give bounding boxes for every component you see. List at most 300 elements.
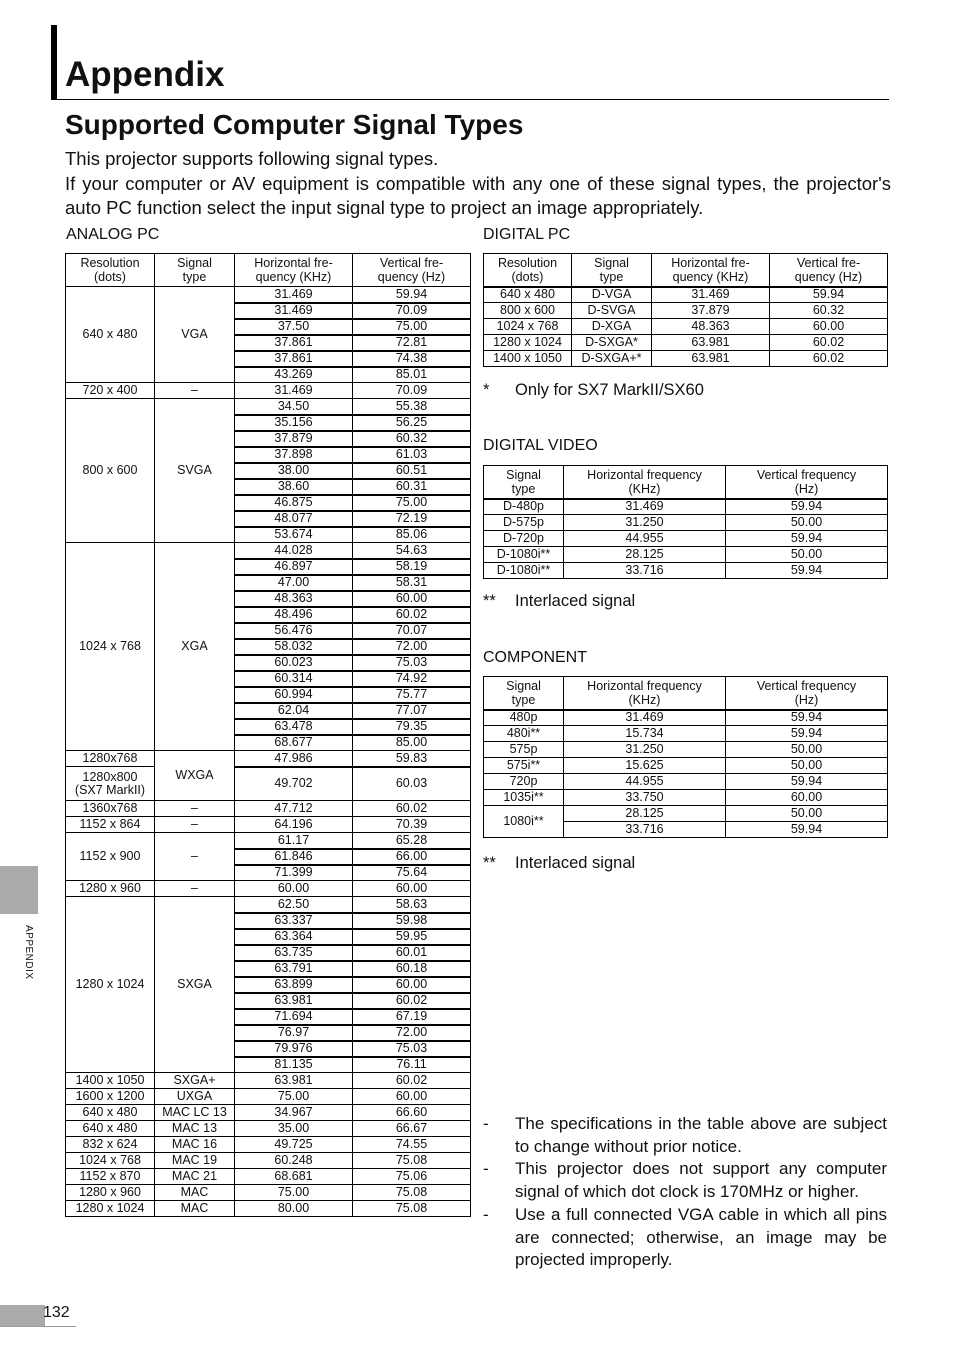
column-header-vertical-frequency: Vertical fre- quency (Hz)	[353, 254, 471, 287]
vertical-frequency-cell: 72.00	[353, 639, 471, 655]
vertical-frequency-cell: 60.02	[353, 801, 471, 817]
table-row	[484, 351, 888, 367]
vertical-frequency-cell: 50.00	[726, 758, 888, 774]
vertical-frequency-cell: 60.01	[353, 945, 471, 961]
horizontal-frequency-cell: 60.023	[235, 655, 353, 671]
signal-type-cell: D-720p	[484, 531, 564, 547]
horizontal-frequency-cell: 62.04	[235, 703, 353, 719]
horizontal-frequency-cell: 35.00	[235, 1121, 353, 1137]
horizontal-frequency-cell: 44.955	[564, 774, 726, 790]
intro-line-1: This projector supports following signal types.	[65, 148, 439, 169]
digital-video-note	[483, 591, 635, 611]
vertical-frequency-cell: 75.03	[353, 655, 471, 671]
resolution-cell: 1024 x 768	[484, 319, 572, 335]
signal-type-cell: 1035i**	[484, 790, 564, 806]
table-row	[66, 1105, 471, 1121]
digital-pc-note	[483, 380, 704, 400]
table-row	[66, 751, 471, 767]
table-row	[484, 563, 888, 579]
horizontal-frequency-cell: 61.17	[235, 833, 353, 849]
vertical-frequency-cell: 60.18	[353, 961, 471, 977]
horizontal-frequency-cell: 49.702	[235, 767, 353, 801]
table-row	[66, 1137, 471, 1153]
list-item	[483, 1113, 887, 1158]
column-header-vertical-frequency: Vertical frequency (Hz)	[726, 677, 888, 710]
table-row	[484, 499, 888, 515]
table-row	[66, 399, 471, 415]
resolution-cell: 1280 x 960	[66, 881, 155, 897]
table-row	[484, 710, 888, 726]
resolution-cell: 1280 x 1024	[484, 335, 572, 351]
horizontal-frequency-cell: 62.50	[235, 897, 353, 913]
signal-type-cell: SXGA	[155, 897, 235, 1073]
note-text: Only for SX7 MarkII/SX60	[515, 381, 704, 399]
table-row	[484, 774, 888, 790]
horizontal-frequency-cell: 63.791	[235, 961, 353, 977]
table-row	[484, 547, 888, 563]
vertical-frequency-cell: 72.19	[353, 511, 471, 527]
vertical-frequency-cell: 75.00	[353, 495, 471, 511]
column-header-horizontal-frequency: Horizontal fre- quency (KHz)	[235, 254, 353, 287]
component-table	[483, 676, 888, 838]
digital-video-heading: DIGITAL VIDEO	[483, 437, 598, 454]
horizontal-frequency-cell: 63.337	[235, 913, 353, 929]
horizontal-frequency-cell: 31.469	[564, 710, 726, 726]
vertical-frequency-cell: 59.94	[726, 726, 888, 742]
vertical-frequency-cell: 50.00	[726, 806, 888, 822]
table-header-row	[66, 254, 471, 287]
resolution-cell: 720 x 400	[66, 383, 155, 399]
horizontal-frequency-cell: 37.898	[235, 447, 353, 463]
analog-pc-heading: ANALOG PC	[66, 226, 160, 243]
resolution-cell: 800 x 600	[66, 399, 155, 543]
signal-type-cell: 575p	[484, 742, 564, 758]
signal-type-cell: D-1080i**	[484, 547, 564, 563]
note-mark: *	[483, 381, 490, 399]
horizontal-frequency-cell: 48.363	[235, 591, 353, 607]
vertical-frequency-cell: 60.31	[353, 479, 471, 495]
vertical-frequency-cell: 70.07	[353, 623, 471, 639]
horizontal-frequency-cell: 60.00	[235, 881, 353, 897]
vertical-frequency-cell: 67.19	[353, 1009, 471, 1025]
table-header-row	[484, 677, 888, 710]
signal-type-cell: MAC	[155, 1201, 235, 1217]
table-row	[66, 801, 471, 817]
table-row	[484, 726, 888, 742]
vertical-frequency-cell: 75.08	[353, 1201, 471, 1217]
signal-type-cell: –	[155, 801, 235, 817]
table-row	[484, 806, 888, 822]
horizontal-frequency-cell: 71.694	[235, 1009, 353, 1025]
vertical-frequency-cell: 60.02	[770, 335, 888, 351]
signal-type-cell: SXGA+	[155, 1073, 235, 1089]
vertical-frequency-cell: 59.94	[726, 563, 888, 579]
vertical-frequency-cell: 60.00	[353, 591, 471, 607]
table-row	[484, 742, 888, 758]
vertical-frequency-cell: 59.94	[726, 531, 888, 547]
table-row	[66, 1201, 471, 1217]
vertical-frequency-cell: 76.11	[353, 1057, 471, 1073]
table-row	[484, 303, 888, 319]
bullet-dash: -	[483, 1114, 489, 1133]
vertical-frequency-cell: 59.95	[353, 929, 471, 945]
bullet-dash: -	[483, 1159, 489, 1179]
signal-type-cell: D-SXGA+*	[572, 351, 652, 367]
vertical-frequency-cell: 60.51	[353, 463, 471, 479]
horizontal-frequency-cell: 48.077	[235, 511, 353, 527]
vertical-frequency-cell: 50.00	[726, 547, 888, 563]
side-tab	[0, 866, 38, 914]
component-heading: COMPONENT	[483, 649, 587, 666]
horizontal-frequency-cell: 44.955	[564, 531, 726, 547]
table-row	[66, 543, 471, 559]
vertical-frequency-cell: 85.06	[353, 527, 471, 543]
resolution-cell: 640 x 480	[66, 1105, 155, 1121]
vertical-frequency-cell: 75.00	[353, 319, 471, 335]
resolution-cell: 1400 x 1050	[66, 1073, 155, 1089]
vertical-frequency-cell: 72.00	[353, 1025, 471, 1041]
vertical-frequency-cell: 75.08	[353, 1153, 471, 1169]
horizontal-frequency-cell: 75.00	[235, 1185, 353, 1201]
section-title: Supported Computer Signal Types	[65, 109, 524, 140]
column-header-signal-type: Signal type	[572, 254, 652, 287]
horizontal-frequency-cell: 33.716	[564, 563, 726, 579]
horizontal-frequency-cell: 47.986	[235, 751, 353, 767]
signal-type-cell: –	[155, 833, 235, 881]
bullet-dash: -	[483, 1204, 489, 1224]
vertical-frequency-cell: 60.32	[353, 431, 471, 447]
horizontal-frequency-cell: 63.981	[235, 1073, 353, 1089]
horizontal-frequency-cell: 31.250	[564, 515, 726, 531]
vertical-frequency-cell: 60.00	[353, 1089, 471, 1105]
resolution-cell: 1280x800 (SX7 MarkII)	[66, 767, 155, 801]
side-label: APPENDIX	[23, 925, 34, 980]
vertical-frequency-cell: 70.09	[353, 383, 471, 399]
vertical-frequency-cell: 60.02	[353, 993, 471, 1009]
vertical-frequency-cell: 55.38	[353, 399, 471, 415]
vertical-frequency-cell: 70.39	[353, 817, 471, 833]
vertical-frequency-cell: 59.94	[726, 774, 888, 790]
table-row	[484, 515, 888, 531]
signal-type-cell: –	[155, 383, 235, 399]
vertical-frequency-cell: 60.00	[353, 977, 471, 993]
notes-list	[483, 1113, 887, 1272]
table-row	[66, 1169, 471, 1185]
horizontal-frequency-cell: 63.981	[652, 351, 770, 367]
signal-type-cell: MAC	[155, 1185, 235, 1201]
horizontal-frequency-cell: 37.861	[235, 351, 353, 367]
horizontal-frequency-cell: 63.364	[235, 929, 353, 945]
signal-type-cell: MAC 16	[155, 1137, 235, 1153]
resolution-cell: 1024 x 768	[66, 1153, 155, 1169]
table-row	[66, 1185, 471, 1201]
horizontal-frequency-cell: 28.125	[564, 806, 726, 822]
horizontal-frequency-cell: 63.899	[235, 977, 353, 993]
vertical-frequency-cell: 66.00	[353, 849, 471, 865]
vertical-frequency-cell: 58.63	[353, 897, 471, 913]
signal-type-cell: MAC LC 13	[155, 1105, 235, 1121]
vertical-frequency-cell: 66.60	[353, 1105, 471, 1121]
resolution-cell: 1280 x 960	[66, 1185, 155, 1201]
horizontal-frequency-cell: 31.469	[652, 287, 770, 303]
column-header-horizontal-frequency: Horizontal fre- quency (KHz)	[652, 254, 770, 287]
page-number-rule	[0, 1326, 76, 1327]
column-header-vertical-frequency: Vertical fre- quency (Hz)	[770, 254, 888, 287]
vertical-frequency-cell: 60.03	[353, 767, 471, 801]
signal-type-cell: WXGA	[155, 751, 235, 801]
signal-type-cell: D-1080i**	[484, 563, 564, 579]
vertical-frequency-cell: 56.25	[353, 415, 471, 431]
resolution-cell: 1152 x 870	[66, 1169, 155, 1185]
intro-line-2: If your computer or AV equipment is compatible with any one of these signal types, the projector's auto PC function select the input signal type to project an image appropriately.	[65, 172, 891, 218]
note-mark: **	[483, 592, 496, 610]
column-header-resolution: Resolution (dots)	[66, 254, 155, 287]
horizontal-frequency-cell: 31.469	[235, 287, 353, 303]
horizontal-frequency-cell: 48.363	[652, 319, 770, 335]
resolution-cell: 1600 x 1200	[66, 1089, 155, 1105]
horizontal-frequency-cell: 34.50	[235, 399, 353, 415]
column-header-horizontal-frequency: Horizontal frequency (KHz)	[564, 677, 726, 710]
vertical-frequency-cell: 66.67	[353, 1121, 471, 1137]
signal-type-cell: D-XGA	[572, 319, 652, 335]
resolution-cell: 640 x 480	[66, 287, 155, 383]
vertical-frequency-cell: 60.00	[726, 790, 888, 806]
horizontal-frequency-cell: 37.879	[652, 303, 770, 319]
header-bar	[51, 25, 57, 100]
signal-type-cell: MAC 21	[155, 1169, 235, 1185]
table-row	[66, 767, 471, 801]
vertical-frequency-cell: 85.00	[353, 735, 471, 751]
vertical-frequency-cell: 58.31	[353, 575, 471, 591]
horizontal-frequency-cell: 63.735	[235, 945, 353, 961]
vertical-frequency-cell: 75.03	[353, 1041, 471, 1057]
horizontal-frequency-cell: 38.00	[235, 463, 353, 479]
resolution-cell: 1400 x 1050	[484, 351, 572, 367]
signal-type-cell: D-VGA	[572, 287, 652, 303]
resolution-cell: 1024 x 768	[66, 543, 155, 751]
vertical-frequency-cell: 60.00	[770, 319, 888, 335]
horizontal-frequency-cell: 31.469	[235, 303, 353, 319]
bullet-text: The specifications in the table above are subject to change without prior notice.	[515, 1114, 887, 1156]
table-row	[66, 817, 471, 833]
horizontal-frequency-cell: 68.677	[235, 735, 353, 751]
horizontal-frequency-cell: 79.976	[235, 1041, 353, 1057]
intro-text	[65, 147, 891, 221]
vertical-frequency-cell: 50.00	[726, 515, 888, 531]
vertical-frequency-cell: 74.55	[353, 1137, 471, 1153]
horizontal-frequency-cell: 81.135	[235, 1057, 353, 1073]
horizontal-frequency-cell: 37.861	[235, 335, 353, 351]
horizontal-frequency-cell: 71.399	[235, 865, 353, 881]
signal-type-cell: 480i**	[484, 726, 564, 742]
horizontal-frequency-cell: 63.981	[652, 335, 770, 351]
vertical-frequency-cell: 61.03	[353, 447, 471, 463]
note-text: Interlaced signal	[515, 854, 636, 872]
signal-type-cell: D-575p	[484, 515, 564, 531]
page-number-tab	[0, 1305, 45, 1327]
horizontal-frequency-cell: 31.469	[564, 499, 726, 515]
column-header-resolution: Resolution (dots)	[484, 254, 572, 287]
signal-type-cell: SVGA	[155, 399, 235, 543]
vertical-frequency-cell: 50.00	[726, 742, 888, 758]
horizontal-frequency-cell: 53.674	[235, 527, 353, 543]
vertical-frequency-cell: 59.98	[353, 913, 471, 929]
vertical-frequency-cell: 72.81	[353, 335, 471, 351]
vertical-frequency-cell: 58.19	[353, 559, 471, 575]
signal-type-cell: –	[155, 881, 235, 897]
horizontal-frequency-cell: 31.469	[235, 383, 353, 399]
vertical-frequency-cell: 59.94	[353, 287, 471, 303]
digital-pc-table	[483, 253, 888, 367]
resolution-cell: 1360x768	[66, 801, 155, 817]
vertical-frequency-cell: 75.06	[353, 1169, 471, 1185]
table-row	[66, 833, 471, 849]
signal-type-cell: VGA	[155, 287, 235, 383]
column-header-horizontal-frequency: Horizontal frequency (KHz)	[564, 466, 726, 499]
table-row	[484, 758, 888, 774]
horizontal-frequency-cell: 75.00	[235, 1089, 353, 1105]
horizontal-frequency-cell: 37.879	[235, 431, 353, 447]
table-row	[66, 1073, 471, 1089]
list-item	[483, 1204, 887, 1272]
column-header-signal-type: Signal type	[484, 466, 564, 499]
table-row	[66, 881, 471, 897]
table-header-row	[484, 254, 888, 287]
resolution-cell: 1152 x 864	[66, 817, 155, 833]
vertical-frequency-cell: 60.00	[353, 881, 471, 897]
horizontal-frequency-cell: 28.125	[564, 547, 726, 563]
vertical-frequency-cell: 59.94	[726, 710, 888, 726]
digital-video-table	[483, 465, 888, 579]
horizontal-frequency-cell: 15.625	[564, 758, 726, 774]
resolution-cell: 800 x 600	[484, 303, 572, 319]
vertical-frequency-cell: 59.94	[726, 499, 888, 515]
component-note	[483, 853, 635, 873]
signal-type-cell: UXGA	[155, 1089, 235, 1105]
horizontal-frequency-cell: 64.196	[235, 817, 353, 833]
note-text: Interlaced signal	[515, 592, 636, 610]
table-row	[484, 287, 888, 303]
resolution-cell: 1280 x 1024	[66, 897, 155, 1073]
signal-type-cell: D-480p	[484, 499, 564, 515]
resolution-cell: 1280x768	[66, 751, 155, 767]
digital-pc-heading: DIGITAL PC	[483, 226, 571, 243]
horizontal-frequency-cell: 49.725	[235, 1137, 353, 1153]
table-header-row	[484, 466, 888, 499]
bullet-text: Use a full connected VGA cable in which all pins are connected; otherwise, an image may be projected improperly.	[515, 1204, 887, 1270]
vertical-frequency-cell: 75.64	[353, 865, 471, 881]
horizontal-frequency-cell: 35.156	[235, 415, 353, 431]
table-row	[484, 319, 888, 335]
horizontal-frequency-cell: 33.716	[564, 822, 726, 838]
page-number: 132	[43, 1304, 70, 1321]
signal-type-cell: 575i**	[484, 758, 564, 774]
vertical-frequency-cell: 85.01	[353, 367, 471, 383]
page-title: Appendix	[65, 55, 225, 94]
column-header-vertical-frequency: Vertical frequency (Hz)	[726, 466, 888, 499]
signal-type-cell: 480p	[484, 710, 564, 726]
horizontal-frequency-cell: 48.496	[235, 607, 353, 623]
horizontal-frequency-cell: 47.712	[235, 801, 353, 817]
horizontal-frequency-cell: 44.028	[235, 543, 353, 559]
horizontal-frequency-cell: 47.00	[235, 575, 353, 591]
vertical-frequency-cell: 75.08	[353, 1185, 471, 1201]
horizontal-frequency-cell: 56.476	[235, 623, 353, 639]
vertical-frequency-cell: 74.38	[353, 351, 471, 367]
signal-type-cell: MAC 19	[155, 1153, 235, 1169]
bullet-text: This projector does not support any computer signal of which dot clock is 170MHz or higher.	[515, 1159, 887, 1202]
horizontal-frequency-cell: 46.875	[235, 495, 353, 511]
horizontal-frequency-cell: 60.314	[235, 671, 353, 687]
horizontal-frequency-cell: 63.981	[235, 993, 353, 1009]
vertical-frequency-cell: 60.02	[353, 1073, 471, 1089]
horizontal-frequency-cell: 46.897	[235, 559, 353, 575]
vertical-frequency-cell: 79.35	[353, 719, 471, 735]
vertical-frequency-cell: 54.63	[353, 543, 471, 559]
vertical-frequency-cell: 60.32	[770, 303, 888, 319]
column-header-signal-type: Signal type	[155, 254, 235, 287]
vertical-frequency-cell: 65.28	[353, 833, 471, 849]
resolution-cell: 1152 x 900	[66, 833, 155, 881]
resolution-cell: 640 x 480	[66, 1121, 155, 1137]
signal-type-cell: D-SXGA*	[572, 335, 652, 351]
vertical-frequency-cell: 74.92	[353, 671, 471, 687]
note-mark: **	[483, 854, 496, 872]
horizontal-frequency-cell: 68.681	[235, 1169, 353, 1185]
list-item	[483, 1158, 887, 1203]
signal-type-cell: D-SVGA	[572, 303, 652, 319]
analog-pc-table	[65, 253, 471, 1217]
signal-type-cell: 720p	[484, 774, 564, 790]
horizontal-frequency-cell: 58.032	[235, 639, 353, 655]
signal-type-cell: XGA	[155, 543, 235, 751]
vertical-frequency-cell: 60.02	[770, 351, 888, 367]
signal-type-cell: –	[155, 817, 235, 833]
signal-type-cell: 1080i**	[484, 806, 564, 838]
table-row	[66, 1089, 471, 1105]
horizontal-frequency-cell: 15.734	[564, 726, 726, 742]
table-row	[66, 1153, 471, 1169]
horizontal-frequency-cell: 33.750	[564, 790, 726, 806]
horizontal-frequency-cell: 61.846	[235, 849, 353, 865]
table-row	[66, 383, 471, 399]
table-row	[66, 1121, 471, 1137]
table-row	[484, 790, 888, 806]
header-rule	[51, 99, 889, 100]
table-row	[484, 335, 888, 351]
table-row	[66, 287, 471, 303]
vertical-frequency-cell: 59.94	[770, 287, 888, 303]
column-header-signal-type: Signal type	[484, 677, 564, 710]
vertical-frequency-cell: 77.07	[353, 703, 471, 719]
vertical-frequency-cell: 75.77	[353, 687, 471, 703]
resolution-cell: 1280 x 1024	[66, 1201, 155, 1217]
vertical-frequency-cell: 59.94	[726, 822, 888, 838]
horizontal-frequency-cell: 37.50	[235, 319, 353, 335]
table-row	[66, 897, 471, 913]
resolution-cell: 832 x 624	[66, 1137, 155, 1153]
horizontal-frequency-cell: 76.97	[235, 1025, 353, 1041]
vertical-frequency-cell: 60.02	[353, 607, 471, 623]
horizontal-frequency-cell: 31.250	[564, 742, 726, 758]
vertical-frequency-cell: 70.09	[353, 303, 471, 319]
horizontal-frequency-cell: 60.248	[235, 1153, 353, 1169]
vertical-frequency-cell: 59.83	[353, 751, 471, 767]
horizontal-frequency-cell: 80.00	[235, 1201, 353, 1217]
table-row	[484, 531, 888, 547]
horizontal-frequency-cell: 38.60	[235, 479, 353, 495]
horizontal-frequency-cell: 60.994	[235, 687, 353, 703]
